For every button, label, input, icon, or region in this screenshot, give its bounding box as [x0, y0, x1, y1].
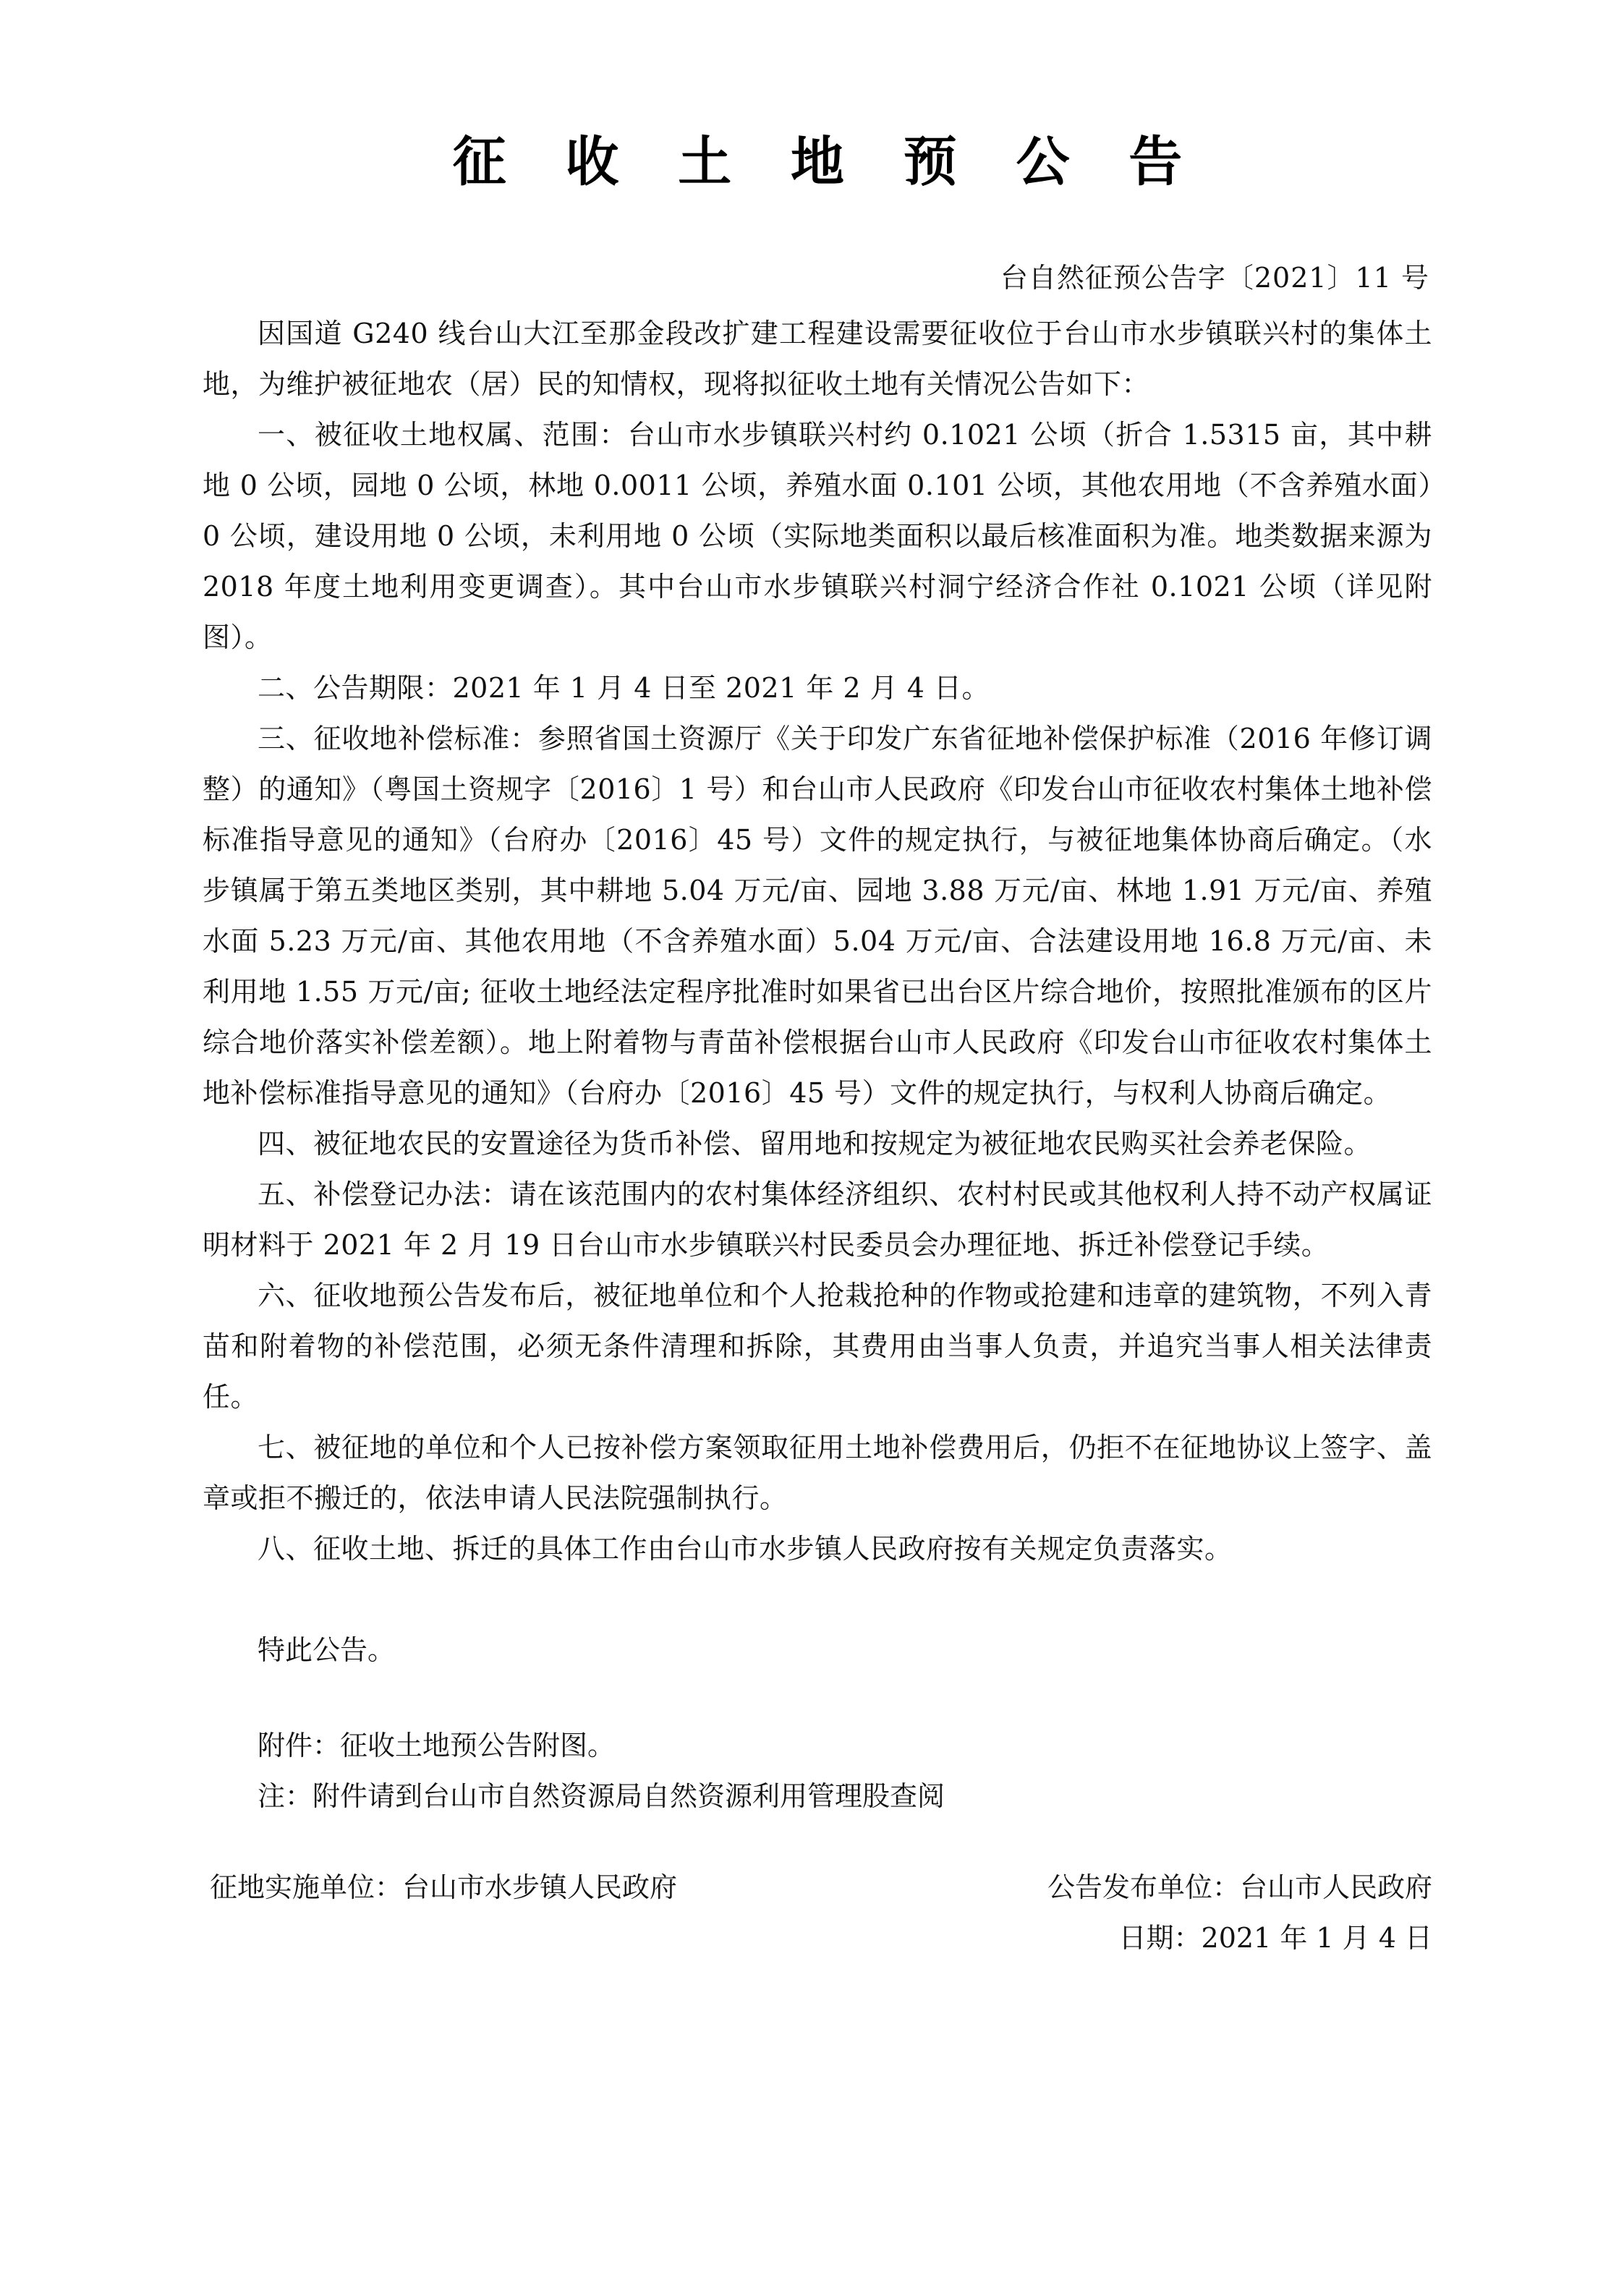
- article-6: 六、征收地预公告发布后，被征地单位和个人抢栽抢种的作物或抢建和违章的建筑物，不列入青苗和附着物的补偿范围，必须无条件清理和拆除，其费用由当事人负责，并追究当事人相关法律责任。: [203, 1280, 1432, 1413]
- announcement-date: 日期：2021 年 1 月 4 日: [1118, 1922, 1432, 1955]
- issuing-unit: 公告发布单位：台山市人民政府: [1047, 1871, 1432, 1904]
- attachment-note: 注：附件请到台山市自然资源局自然资源利用管理股查阅: [258, 1780, 945, 1813]
- page-title: 征 收 土 地 预 公 告: [452, 131, 1203, 193]
- article-1: 一、被征收土地权属、范围：台山市水步镇联兴村约 0.1021 公顷（折合 1.5315 亩，其中耕地 0 公顷，园地 0 公顷，林地 0.0011 公顷，养殖水面 0.101 公顷，其他农用地（不含养殖水面）0 公顷，建设用地 0 公顷，未利用地 0 公顷（实际地类面积以最后核准面积为准。地类数据来源为 2018 年度土地利用变更调查）。其中台山市水步镇联兴村洞宁经济合作社 0.1021 公顷（详见附图）。: [203, 419, 1432, 654]
- attachment-block: [203, 1720, 1432, 1821]
- document-content: [203, 0, 1432, 1963]
- implementing-unit: 征地实施单位：台山市水步镇人民政府: [210, 1871, 678, 1904]
- article-7: 七、被征地的单位和个人已按补偿方案领取征用土地补偿费用后，仍拒不在征地协议上签字、盖章或拒不搬迁的，依法申请人民法院强制执行。: [203, 1432, 1432, 1515]
- document-number: 台自然征预公告字〔2021〕11 号: [1000, 261, 1429, 294]
- intro-paragraph: 因国道 G240 线台山大江至那金段改扩建工程建设需要征收位于台山市水步镇联兴村的集体土地，为维护被征地农（居）民的知情权，现将拟征收土地有关情况公告如下：: [203, 318, 1432, 401]
- article-4: 四、被征地农民的安置途径为货币补偿、留用地和按规定为被征地农民购买社会养老保险。: [258, 1128, 1372, 1160]
- signature-row: [203, 1862, 1432, 1913]
- signature-block: [203, 1862, 1432, 1963]
- article-3: 三、征收地补偿标准：参照省国土资源厅《关于印发广东省征地补偿保护标准（2016 年修订调整）的通知》（粤国土资规字〔2016〕1 号）和台山市人民政府《印发台山市征收农村集体土地补偿标准指导意见的通知》（台府办〔2016〕45 号）文件的规定执行，与被征地集体协商后确定。（水步镇属于第五类地区类别，其中耕地 5.04 万元/亩、园地 3.88 万元/亩、林地 1.91 万元/亩、养殖水面 5.23 万元/亩、其他农用地（不含养殖水面）5.04 万元/亩、合法建设用地 16.8 万元/亩、未利用地 1.55 万元/亩; 征收土地经法定程序批准时如果省已出台区片综合地价，按照批准颁布的区片综合地价落实补偿差额）。地上附着物与青苗补偿根据台山市人民政府《印发台山市征收农村集体土地补偿标准指导意见的通知》（台府办〔2016〕45 号）文件的规定执行，与权利人协商后确定。: [203, 723, 1432, 1110]
- closing-block: [203, 1625, 1432, 1675]
- article-5: 五、补偿登记办法：请在该范围内的农村集体经济组织、农村村民或其他权利人持不动产权属证明材料于 2021 年 2 月 19 日台山市水步镇联兴村民委员会办理征地、拆迁补偿登记手续。: [203, 1178, 1432, 1262]
- attachment-label: 附件：征收土地预公告附图。: [258, 1730, 616, 1762]
- article-2: 二、公告期限：2021 年 1 月 4 日至 2021 年 2 月 4 日。: [258, 672, 990, 705]
- closing-note: 特此公告。: [258, 1634, 396, 1667]
- article-8: 八、征收土地、拆迁的具体工作由台山市水步镇人民政府按有关规定负责落实。: [258, 1533, 1233, 1565]
- document-body: [203, 308, 1432, 1574]
